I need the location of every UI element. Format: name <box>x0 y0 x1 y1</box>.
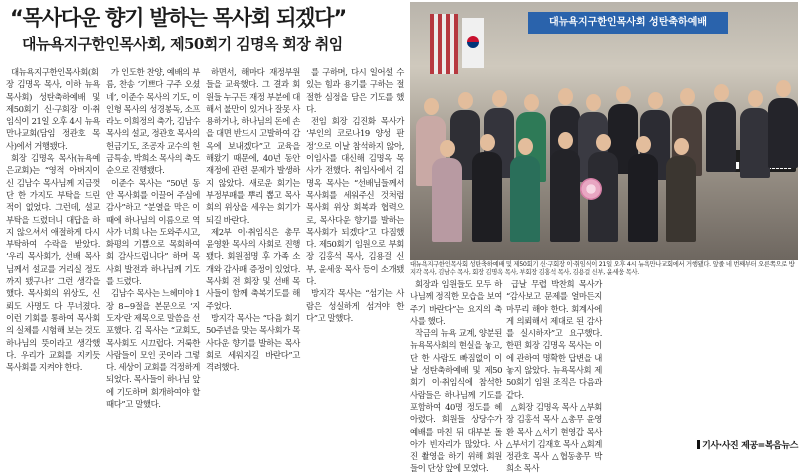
korean-flag-icon <box>462 18 484 68</box>
person-figure <box>666 138 696 242</box>
paragraph: 제2부 이·취임식은 총무 윤영환 목사의 사회로 진행됐다. 회원점명 후 가족 소개와 감사패 증정이 있었다. 목사회 전 회장 및 선배 목사들이 함께 축복기도를 해주었다. <box>206 226 300 311</box>
article-body-right <box>410 278 798 474</box>
paragraph: 를 구하며, 다시 일어설 수 있는 힘과 용기를 구하는 절절한 심정을 담은 기도를 했다. <box>306 67 404 114</box>
paragraph: 가 인도한 찬양, 예배의 부름, 찬송 ‘기쁘다 구주 오셨네’, 이준수 목사의 기도, 이인형 목사의 성경봉독, 소프라노 이희정의 축가, 김남수 목사의 설교, 정관호 목사의 헌금기도, 조공자 교수의 헌금특송, 박희소 목사의 축도 순으로 진행됐다. <box>106 67 200 176</box>
paragraph: 대뉴욕지구한인목사회(회장 김명옥 목사, 이하 뉴욕목사회) 성탄축하예배 및 제50회기 신·구회장 이·취임식이 21일 오후 4시 뉴욕만나교회(담임 정관호 목사)에서 거행됐다. <box>6 67 100 151</box>
photo-caption: 대뉴욕지구한인목사회 성탄축하예배 및 제50회기 신·구회장 이·취임식이 21일 오후 4시 뉴욕만나교회에서 거행됐다. 앞줄 네 번째부터 오른쪽으로 방지각 목사, 김남수 목사, 회장 김명옥 목사, 부회장 김홍석 목사, 김용걸 신부, 윤세웅 목사. <box>410 261 798 277</box>
paragraph: 급날 무렵 박찬희 목사가 “감사보고 문제를 얼마든지 마무리 해야 한다. 회계사에게 의뢰해서 제대로 된 감사를 실시하자”고 요구했다. 한편 회장 김명옥 목사는 이에 관하여 명확한 답변을 내놓지 않았다. 뉴욕목사회 제50회기 임원 조직은 다음과 같다. <box>506 279 602 400</box>
event-banner: 대뉴욕지구한인목사회 성탄축하예배 <box>528 12 728 34</box>
paragraph: 방지각 목사는 “섬기는 사람은 성실하게 섬겨야 한다”고 말했다. <box>306 288 404 323</box>
article-headline: “목사다운 향기 발하는 목사회 되겠다” <box>10 6 346 30</box>
paragraph: 이준수 목사는 “50년 동안 목사회를 이끌어 주심에 감사”하고 “분열을 막은 이 때에 하나님의 이름으로 역사가 너희 나는 도와주시고, 화평의 기쁨으로 목회하여 회 감사드립니다” 하며 목사회 발전과 하나님께 기도를 드렸다. <box>106 177 200 287</box>
person-figure <box>768 80 798 168</box>
paragraph: △회장 김명옥 목사 △부회장 김홍석 목사 △총무 윤영환 목사 △서기 현영갑 목사 △부서기 김재호 목사 △회계 정관호 목사 △협동총무 박희소 목사 <box>506 401 602 474</box>
article-credit: 기사·사진 제공=복음뉴스 <box>694 440 798 453</box>
person-figure <box>510 138 540 242</box>
paragraph: 회장 김명옥 목사(뉴욕예은교회)는 “영적 아버지이신 김남수 목사님께 지금껏 단 한 가지도 부탁을 드린 적이 없었다. 그런데, 설교 부탁을 드렸더니 대답을 하지 않으셔서 애절하게 다시 부탁하여 수락을 받았다. ‘우리 목사회가, 선배 목사님께서 설교를 거리실 정도까지 됐구나!’ 그런 생각을 했다. 목사회의 위상도, 신뢰도 사명도 다 무너졌다. 이런 기회를 통하여 목사회의 실체를 시험해 보는 것도 하나님의 뜻이라고 생각했다. 우리가 교회를 지키듯 목사회를 지켜야 한다. <box>6 153 100 373</box>
article-subheadline: 대뉴욕지구한인목사회, 제50회기 김명옥 회장 취임 <box>22 35 343 53</box>
person-figure <box>740 90 770 178</box>
article-column-1 <box>6 66 100 455</box>
us-flag-icon <box>430 14 458 74</box>
article-column-3 <box>206 66 300 455</box>
person-figure <box>706 84 736 172</box>
paragraph: 방지각 목사는 “다음 회기 50주년을 맞는 목사회가 목사다운 향기를 발하는 목사회로 세워지길 바란다”고 격려했다. <box>206 312 300 373</box>
article-column-5 <box>410 278 502 474</box>
person-figure <box>550 132 580 242</box>
person-figure <box>628 136 658 242</box>
flower-bouquet-icon <box>580 178 602 200</box>
event-group-photo <box>410 2 798 260</box>
article-column-4 <box>306 66 404 455</box>
paragraph: 김남수 목사는 느헤미야 1장 8~9절을 본문으로 ‘지도자’란 제목으로 말씀을 선포했다. 김 목사는 “교회도, 목사회도 시끄럽다. 거룩한 사람들이 모인 곳이라 그렇다. 세상이 교회를 걱정하게 되었다. 목사들이 하나님 앞에 기도하며 회개하여야 할 때다”고 말했다. <box>106 288 200 410</box>
person-figure <box>472 134 502 242</box>
article-column-6 <box>506 278 602 474</box>
paragraph: 작금의 뉴욕 교계, 양분된 뉴욕목사회의 현실을 놓고, 단 한 사람도 빠짐없이 이날 성탄축하예배 및 제50회기 이·취임식에 참석한 사람들은 하나님께 기도를 포함하여 40명 정도를 헤아렸다. 회원들 상당수가 예배를 마친 뒤 대부분 돌아가 빈자리가 많았다. 사진 촬영을 하기 위해 회원들이 단상 앞에 모였다. <box>410 328 502 474</box>
paragraph: 회장과 임원들도 모두 하나님께 정직한 모습을 보여주기 바란다”는 요지의 축사를 했다. <box>410 279 502 326</box>
article-column-2 <box>106 66 200 455</box>
paragraph: 하면서, 해마다 재정부원들을 교육했다. 그 결과 회원들 누구든 재정 부분에 대해서 불만이 있거나 잘못 사용하거나, 하나님의 돈에 손을 대면 반드시 고발하여 감옥에 보내겠다”고 교육을 해왔기 때문에, 40년 동안 재정에 관련 문제가 발생하지 않았다. 새로운 회기는 부정부패를 뿌리 뽑고 목사회의 위상을 세우는 회기가 되길 바란다. <box>206 67 300 225</box>
person-figure <box>432 140 462 242</box>
article-body-left <box>6 66 406 455</box>
paragraph: 전임 회장 김진화 목사가 ‘부인의 코로나19 양성 판정’으로 이날 참석하지 않아, 이임사를 대신해 김명옥 목사가 전했다. 취임사에서 김명옥 목사는 “선배님들께서 목사회를 세워주신 것처럼 목사회 위상 회복과 협력으로, 목사다운 향기를 발하는 목사회가 되겠다”고 다짐했다. 제50회기 임원으로 부회장 김홍석 목사, 김용걸 신부, 윤세웅 목사 등이 소개됐다. <box>306 116 404 287</box>
